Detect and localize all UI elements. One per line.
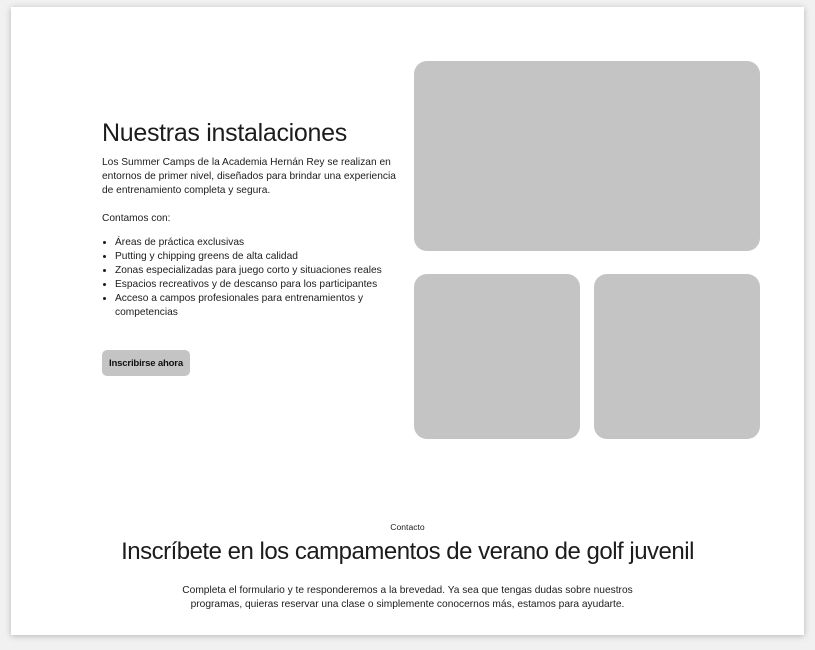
feature-item: • Zonas especializadas para juego corto y situaciones reales xyxy=(115,264,405,278)
facilities-intro: Los Summer Camps de la Academia Hernán Rey se realizan en entornos de primer nivel, diseñados para brindar una experiencia de entrenamiento completa y segura. xyxy=(102,157,396,196)
feature-item: • Áreas de práctica exclusivas xyxy=(115,236,405,250)
contact-eyebrow: Contacto xyxy=(390,522,425,532)
feature-item: • Acceso a campos profesionales para entrenamientos y competencias xyxy=(115,292,405,320)
facilities-lead: Contamos con: xyxy=(102,213,171,224)
enroll-button[interactable]: Inscribirse ahora xyxy=(102,350,190,376)
feature-item: • Putting y chipping greens de alta calidad xyxy=(115,250,405,264)
facilities-title: Nuestras instalaciones xyxy=(102,119,347,147)
facility-image-main xyxy=(414,61,760,251)
facility-image-secondary-1 xyxy=(414,274,580,439)
contact-description: Completa el formulario y te responderemos a la brevedad. Ya sea que tengas dudas sobre nuestros programas, quieras reservar una clase o simplemente conocernos más, estamos para ayudarte. xyxy=(182,585,633,610)
facility-image-secondary-2 xyxy=(594,274,760,439)
page-frame xyxy=(11,7,804,635)
features-list xyxy=(102,236,405,320)
contact-title: Inscríbete en los campamentos de verano de golf juvenil xyxy=(121,538,694,565)
feature-item: • Espacios recreativos y de descanso para los participantes xyxy=(115,278,405,292)
